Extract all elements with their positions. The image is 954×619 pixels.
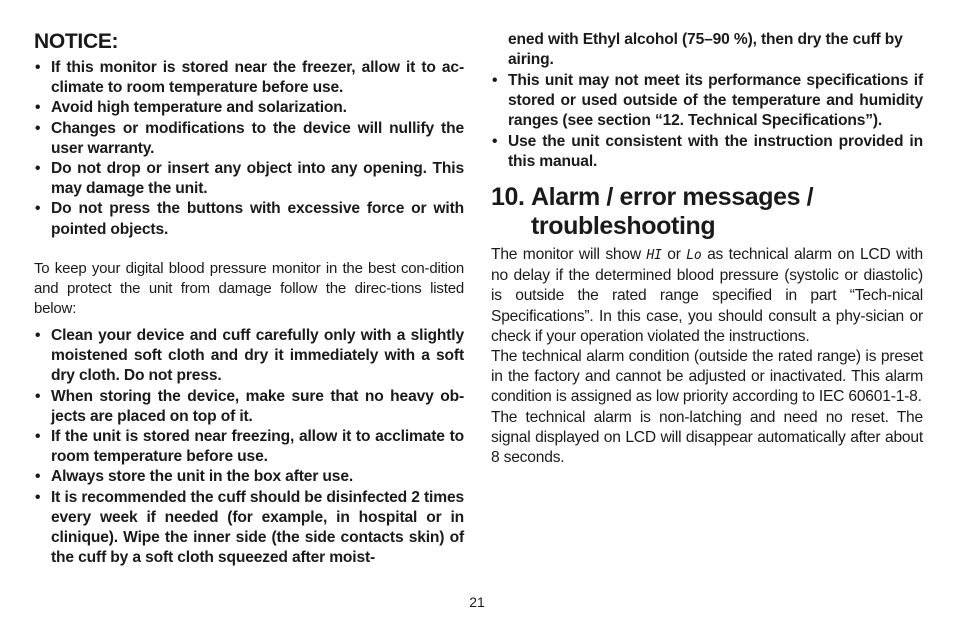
- page-number: 21: [469, 594, 485, 610]
- care-list-continued: [491, 71, 923, 172]
- care-item: • If the unit is stored near freezing, allow it to acclimate to room temperature before use.: [34, 427, 464, 467]
- section-title-line2: troubleshooting: [531, 212, 716, 240]
- paragraph-condition: The technical alarm condition (outside the rated range) is preset in the factory and cannot be adjusted or inactivated. This alarm condition is assigned as low priority according to IEC 60601-1-8.: [491, 348, 923, 406]
- notice-item: • If this monitor is stored near the freezer, allow it to ac-climate to room temperature before use.: [34, 58, 464, 98]
- notice-item: • Do not drop or insert any object into any opening. This may damage the unit.: [34, 159, 464, 199]
- notice-item: • Do not press the buttons with excessive force or with pointed objects.: [34, 199, 464, 239]
- notice-list: [34, 58, 464, 240]
- lcd-lo-symbol: Lo: [686, 248, 702, 263]
- care-item: • Always store the unit in the box after use.: [34, 467, 464, 487]
- lcd-hi-symbol: HI: [646, 248, 662, 263]
- section-heading: [491, 183, 923, 241]
- paragraph-alarm: The monitor will show HI or Lo as technical alarm on LCD with no delay if the determined blood pressure (systolic or diastolic) is outside the rated range specified in part “Tech-nical Specifications”. In this case, you should consult a phy-sician or check if your operation violated the instructions.: [491, 246, 924, 345]
- notice-item: • Changes or modifications to the device will nullify the user warranty.: [34, 119, 464, 159]
- care-item-continuation: ened with Ethyl alcohol (75–90 %), then dry the cuff by airing.: [508, 31, 903, 69]
- care-item: • This unit may not meet its performance specifications if stored or used outside of the temperature and humidity ranges (see section “12. Technical Specifications”).: [491, 71, 923, 132]
- section-title-line1: Alarm / error messages /: [531, 183, 814, 211]
- notice-title: NOTICE:: [34, 30, 119, 53]
- care-item: • When storing the device, make sure that no heavy ob-jects are placed on top of it.: [34, 387, 464, 427]
- care-list: [34, 326, 464, 568]
- care-item: • Use the unit consistent with the instruction provided in this manual.: [491, 132, 923, 172]
- care-intro: To keep your digital blood pressure monitor in the best con-dition and protect the unit from damage follow the direc-tions listed below:: [34, 260, 464, 318]
- section-number: 10.: [491, 183, 525, 211]
- paragraph-reset: The technical alarm is non-latching and need no reset. The signal displayed on LCD will disappear automatically after about 8 seconds.: [491, 408, 923, 467]
- care-item: • Clean your device and cuff carefully only with a slightly moistened soft cloth and dry it immediately with a soft dry cloth. Do not press.: [34, 326, 464, 387]
- care-item: • It is recommended the cuff should be disinfected 2 times every week if needed (for example, in hospital or in clinique). Wipe the inner side (the side contacts skin) of the cuff by a soft cloth squeezed after moist-: [34, 488, 464, 569]
- notice-item: • Avoid high temperature and solarization.: [34, 98, 464, 118]
- section-body: [491, 245, 923, 468]
